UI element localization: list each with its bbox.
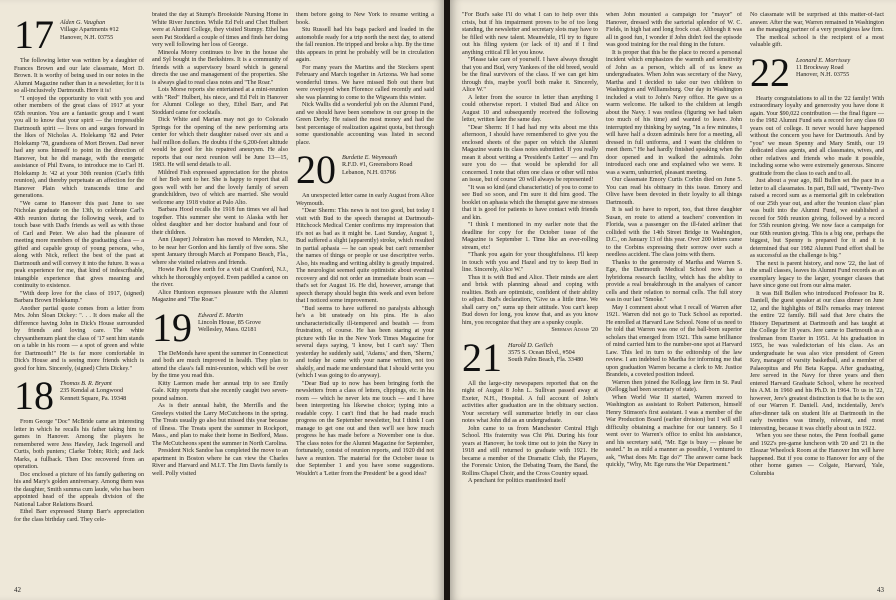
signature: Sherman Adams '20 bbox=[551, 327, 598, 333]
class-secretary-name: Edward E. Martin bbox=[198, 311, 243, 319]
paragraph: When you see these notes, the Penn football game and 1922's pre-game luncheon with '20 and '21 in the Eleazar Wheelock Room at the Hanover Inn will have happened. But if you come to Hanover for any of the other home games — Colgate, Harvard, Yale, Columbia bbox=[750, 433, 884, 477]
paragraph: Doc enclosed a picture of his family gathering on his and Mary's golden anniversary. Among them was the daughter, Smith summa cum laude, who has been appointed head of the appeals division of the National Labor Relations Board. bbox=[14, 471, 144, 508]
paragraph: Dick White and Marian may not go to Colorado Springs for the opening of the new performing arts center for which their daughter raised over six and a half million dollars. He doubts if the 6,200-feet altitude would be good for his repaired aneurysm. He also reports that our next reunion will be June 13—15, 1983. He will send details to all. bbox=[152, 117, 288, 168]
paragraph: "With deep love for the class of 1917, (signed) Barbara Brown Holekamp." bbox=[14, 290, 144, 304]
left-column-2 bbox=[152, 12, 288, 578]
class-year-numeral: 20 bbox=[296, 147, 336, 192]
paragraph: Barbara Hood recalls the 1918 fun times we all had together. This summer she went to Alaska with her oldest daughter and her doctor husband and four of their children. bbox=[152, 207, 288, 236]
address-line: Hanover, N.H. 03755 bbox=[796, 71, 850, 79]
paragraph: A penchant for politics manifested itself bbox=[468, 478, 566, 484]
address-line: Hanover, N.H. 03755 bbox=[60, 33, 114, 41]
address-line: South Palm Beach, Fla. 33480 bbox=[508, 356, 584, 364]
paragraph: "I enjoyed the opportunity to visit with you and other members of the great class of 1917 at your 65th reunion. You are a fantastic group and I want you all to know that your spirit — the irrepressible Dartmouth spirit — lives on and surges forward in the likes of Nicholas A. Holekamp '82 and Peter Holekamp '78, grandsons of Mort Brown. Dad never had any sons himself to point in the direction of Hanover, but he did manage, with the energetic assistance of Phil Evans, to introduce me to Carl H. Holekamp Jr. '42 at your 30th reunion (Carl's fifth reunion), and thereby perpetuate an affection for the Hanover Plain which transcends time and generations. bbox=[14, 95, 144, 199]
class-year-numeral: 22 bbox=[750, 49, 790, 95]
paragraph: when John mounted a campaign for "mayor" of Hanover, dressed with the sartorial splendor of W. C. Fields, in high hat and long frock coat. Although it was all in good fun, I wonder if John didn't feel the episode was good training for the real thing in the future. bbox=[606, 12, 742, 48]
paragraph: "Dear Sherm: This news is not too good, but today I visit with Bud to the speech therapist at Dartmouth-Hitchcock Medical Center confirms my impression that it's not as bad as it might be. Last Sunday, August 1, Bud suffered a slight (apparently) stroke, which resulted in partial aphasia — he can speak but can't remember the names of things or people or use descriptive verbs. Also, his reading and writing ability is greatly impaired. The neurologist seemed quite optimistic about eventual recovery and did not order an immediate brain scan — that's set for August 16. He did, however, arrange that speech therapy should begin this week and even before that I noticed some improvement. bbox=[296, 208, 434, 304]
paragraph: President Nick Sandoe has completed the move to an apartment in Boston where he can view the Charles River and Harvard and M.I.T. The Jim Davis family is well. Polly visited bbox=[152, 448, 288, 477]
paragraph: As is their annual habit, the Merrills and the Greeleys visited the Larry McCutcheons in the spring. The Treats usually go also but missed this year because of illness. The Treats spent the summer in Rockport, Mass., and plan to make their home in Bedford, Mass. The McCutcheons spent the summer in North Carolina. bbox=[152, 403, 288, 447]
paragraph: The DeMonds have spent the summer in Connecticut and both are much improved in health. They plan to attend the class's fall mini-reunion, which will be over by the time you read this. bbox=[152, 350, 288, 379]
class-heading bbox=[14, 373, 144, 418]
class-year-numeral: 19 bbox=[152, 304, 192, 350]
address-line: Wellesley, Mass. 02181 bbox=[198, 326, 257, 334]
paragraph: Thus it is with Bud and Alice. Their minds are alert and brisk with planning ahead and coping with realities. Both are optimistic, confident of their ability to adjust. Bud's declaration, "Give us a little time. We shall carry on," sums up their attitude. You can't keep Bud down for long, you know that, and as you know him, you recognize that they are a spunky couple. bbox=[462, 274, 598, 326]
class-secretary-name: Thomas B. R. Bryant bbox=[60, 380, 112, 387]
class-heading bbox=[462, 334, 598, 380]
left-column-1 bbox=[14, 12, 144, 578]
paragraph: It is sad to have to report, too, that three daughter Susan, en route to attend a teachers' convention in Florida, was a passenger on the ill-fated airliner that collided with the 14th Street Bridge in Washington, D.C., on January 13 of this year. Over 200 letters came to the Corbins expressing their sorrow over such a needless accident. The class joins with them. bbox=[606, 207, 742, 258]
paragraph: "Dear Bud up to now has been bringing forth the newsletters from a class of letters, clippings, etc. in his room — which he never lets me touch — and I have been interpreting his likewise choice; typing into a readable copy. I can't find that he had made much progress on the September newsletter, but I think I can manage to get one out and then we'll see how much progress he has made before a November one is due. The class notes for the Alumni Magazine for September, fortunately, consist of reunion reports, and 1920 did not have a reunion. The material for the October issue is due September 1 and you have some suggestions. Wouldn't a 'Letter from the President' be a good idea? bbox=[296, 380, 434, 477]
page-number-right: 43 bbox=[877, 586, 884, 594]
paragraph: Our classmate Emory Curtis Corbin died on June 5. You can read his obituary in this issue. Emory and Olive have been devoted in their loyalty to all things Dartmouth. bbox=[606, 177, 742, 206]
paragraph: The following letter was written by a daughter of Frances Brown and our late classmate, Mort D. Brown. It is worthy of being used in our notes in the Alumni Magazine rather than in a newsletter, for it is so all-inclusively Dartmouth. Here it is! bbox=[14, 58, 144, 94]
class-secretary-name: Alden G. Vaughan bbox=[60, 19, 106, 26]
right-column-2 bbox=[606, 12, 742, 578]
left-column-3 bbox=[296, 12, 434, 578]
page-number-left: 42 bbox=[14, 586, 21, 594]
paragraph: brated the day at Stump's Brookside Nursing Home in White River Junction. While Ed Felt and Chet Hulbert were at Alumni College, they visited Stumpy. Ethel has seen Pat Stoddard a couple of times and finds her doing very well following her loss of George. bbox=[152, 12, 288, 48]
class-heading bbox=[296, 147, 434, 192]
right-page bbox=[450, 0, 896, 600]
paragraph: A letter from the source in letter than anything I could otherwise report. I visited Bud and Alice on August 10 and subsequently received the following letter, written later the same day. bbox=[462, 94, 598, 123]
paragraph: All the large-city newspapers reported that on the night of August 8 John L. Sullivan passed away at Exeter, N.H., Hospital. A full account of John's activities after graduation are in the obituary section. Your secretary will summarize briefly in our class notes what John did as an undergraduate. bbox=[462, 380, 598, 424]
paragraph: Warren then joined the Kellogg law firm in St. Paul (Kellogg had been secretary of state). bbox=[606, 379, 742, 393]
paragraph: Just about a year ago, Bill Bullen set the pace in a letter to all classmates. In part, Bill said, "Twenty-Two raised a record sum as a memorial gift in celebration of our 25th year out, and after the 'reunion class' plan was built into the Alumni Fund, we established a record for 50th reunion giving, followed by a record for 55th reunion giving. We now face a campaign for our 60th reunion giving. This is a big one, perhaps the biggest, but Spenny is prepared for it and it is determined that our 1982 Alumni Fund effort shall be as successful as the challenge is big." bbox=[750, 178, 884, 259]
right-column-3 bbox=[750, 12, 884, 578]
class-heading bbox=[750, 49, 884, 95]
paragraph: Howie Park flew north for a visit at Cranford, N.J., which he thoroughly enjoyed. Even paddled a canoe on the river. bbox=[152, 267, 288, 288]
paragraph: "Please take care of yourself. I have always thought that you and Bud, very Yankees of the old breed, would be the final survivors of the class. If we can get him through this, maybe you'll both make it. Sincerely, Alice W." bbox=[462, 57, 598, 93]
class-heading bbox=[152, 304, 288, 350]
left-page bbox=[0, 0, 444, 600]
paragraph: Mineola Morey continues to live in the house she and Syl bought in the Berkshires. It is a community of friends with a supervisory board which is general directs the use and management of the properties. She is always glad to read class notes and "The Roar." bbox=[152, 49, 288, 86]
paragraph: From George "Doc" McBride came an interesting letter in which he recalls his father taking him to games in Hanover. Among the players he remembered were Jess Hawley, Jack Ingersoll and Curtis, both punters; Clarke Tobin; Rich; and Jack Marks, a fullback. Then Doc recovered from an operation. bbox=[14, 419, 144, 470]
address-line: 11 Brockway Road bbox=[796, 63, 844, 71]
paragraph: Nick Wallis did a wonderful job on the Alumni Fund, and we should have been somehow in our group in the Green Derby. He raised the most money and had the best percentage of realization against quota, but through some questionable accounting was listed in second place. bbox=[296, 102, 434, 146]
paragraph: "Bud seems to have suffered no paralysis although he's a bit unsteady on his pins. He is also uncharacteristically ill-tempered and beatish — from frustration, of course. He has been staring at your picture with Ike in the New York Times Magazine for several days saying, 'I know, but I can't say.' Then yesterday he suddenly said, 'Adams,' and then, 'Sherm,' and today he came with your name written, not too shakily, and made me understand that I should write you (which I was going to do anyway). bbox=[296, 305, 434, 379]
paragraph: "I think I mentioned in my earlier note that the deadline for copy for the October issue of the Magazine is September 1. Time like an ever-rolling stream, etc! bbox=[462, 222, 598, 251]
paragraph: Another partial quote comes from a letter from Mrs. John Sloan Dickey: ". . . It does make all the difference having John in Dick's House surrounded by friends and loving care. The white chrysanthemum plant the class of '17 sent him stands on a table in his room — a spot of green and white for Dartmouth!" He is far more comfortable in Dick's House and is seeing more friends which is good for him. Sincerely, (signed) Chris Dickey." bbox=[14, 305, 144, 372]
class-year-numeral: 17 bbox=[14, 12, 54, 57]
paragraph: The next is parent history, and now '22, the last of the small classes, leaves its Alumni Fund records as an exemplary legacy to the larger, younger classes that have since gone out from our alma mater. bbox=[750, 260, 884, 289]
paragraph: them before going to New York to resume writing a book. bbox=[296, 12, 434, 26]
address-line: R.F.D. #1, Greensboro Road bbox=[342, 161, 413, 169]
paragraph: It is proper that this be the place to record a personal incident which emphasizes the warmth and sensitivity of John as a person, which all of us knew as undergraduates. When John was secretary of the Navy, Martha and I decided to take our two children to Washington and Williamsburg. Our day in Washington included a visit to John's Navy office. He gave us a warm welcome. He talked to the children at length about the Navy. I was restless (figuring we had taken too much of his time) and wanted to leave. John interrupted my thinking by saying, "In a few minutes, I will have half a dozen admirals here for a meeting, all dressed in full uniforms, and I want the children to meet them." He had hardly finished speaking when the door opened and in walked the admirals. John introduced each one and explained who we were. It was a warm, unhurried, pleasant meeting. bbox=[606, 49, 742, 176]
right-column-1 bbox=[462, 12, 598, 578]
paragraph: It was Bill Bullen who introduced Professor Ira R. Daniell, the guest speaker at our class dinner on June 12, and the highlights of Bill's remarks may interest the entire '22 family. Bill said that Jere chairs the History Department at Dartmouth and has taught at the College for 18 years. Jere came to Dartmouth as a freshman from Exeter in 1951. At his graduation in 1955, he was valedictorian of his class. As an undergraduate he was also vice president of Green Key, manager of varsity basketball, and a member of Palaeopitus and Phi Beta Kappa. After graduating, Jere served in the Navy for three years and then entered Harvard Graduate School, where he received his A.M. in 1960 and his Ph.D. in 1964. To us in '22, however, Jere's greatest distinction is that he is the son of our Warren F. Daniell. And, incidentally, Jere's after-dinner talk on student life at Dartmouth in the early twenties was timely, relevant, and most interesting, because it was chiefly about us in 1922. bbox=[750, 290, 884, 432]
paragraph: Ethel Barr expressed Stump Barr's appreciation for the class birthday card. They cele- bbox=[14, 509, 144, 523]
paragraph: "Thank you again for your thoughtfulness. I'll keep in touch with you and Hazel and try to keep Bud in line. Sincerely, Alice W." bbox=[462, 252, 598, 273]
paragraph: When World War II started, Warren moved to Washington as assistant to Robert Patterson, himself Henry Stimson's first assistant. I was a member of the War Production Board (earlier division) but I will still difficulty obtaining a machine for our tannery. So I went over to Warren's office to enlist his assistance, and his secretary said, "Mr. Ege is busy — please be seated." In as mild a manner as possible, I ventured to ask, "What does Mr. Ege do?" The answer came back quickly, "Why, Mr. Ege runs the War Department." bbox=[606, 394, 742, 468]
paragraph: The medical school is the recipient of a most valuable gift. bbox=[750, 34, 884, 48]
paragraph: No classmate will be surprised at this matter-of-fact answer. After the war, Warren remained in Washington as the managing partner of a very prestigious law firm. bbox=[750, 12, 884, 33]
paragraph: Mildred Fish expressed appreciation for the photos of her Bob sent to her. She is happy to report that all goes well with her and the lovely family of seven grandchildren, two of which are married. She would welcome any 1918 visitor at Palo Alto. bbox=[152, 169, 288, 206]
paragraph: An unexpected letter came in early August from Alice Weymouth. bbox=[296, 193, 434, 207]
paragraph: "Dear Sherm: If I had had my wits about me this afternoon, I should have remembered to give you the enclosed sheets of the paper on which the Alumni Magazine wants its class notes submitted. If you really mean it about writing a 'President's Letter' — and I'm sure you do — that would be splendid for all concerned. I note that often one class or other will miss an issue, but of course '20 will always be represented! bbox=[462, 124, 598, 183]
paragraph: Stu Russell had his bags packed and loaded in the automobile ready for a trip north the next day, to attend the fall reunion. He tripped and broke a hip. By the time this appears in print he probably will be in circulation again. bbox=[296, 27, 434, 63]
address-line: 3575 S. Ocean Blvd., #504 bbox=[508, 348, 575, 356]
address-line: 235 Kendal at Longwood bbox=[60, 387, 124, 395]
paragraph: Ann (Jasper) Johnston has moved to Menden, N.J., to be near her Gordon and his family of five sons. She spent January through March at Pompano Beach, Fla., where she visited relatives and friends. bbox=[152, 237, 288, 266]
class-secretary-name: Harold D. Geilich bbox=[508, 341, 553, 349]
address-line: Lincoln House, 85 Grove bbox=[198, 318, 261, 326]
class-year-numeral: 18 bbox=[14, 373, 54, 418]
address-line: Kennett Square, Pa. 19348 bbox=[60, 394, 127, 402]
class-year-numeral: 21 bbox=[462, 334, 502, 380]
class-heading bbox=[14, 12, 144, 57]
paragraph: Hearty congratulations to all in the '22 family! With extraordinary loyalty and generosity you have done it again. Your $90,022 contribution — the final figure — to the 1982 Alumni Fund sets a record for any class 60 years out of college. It never would have happened without the concern you have for Dartmouth. And by "you" we mean Spenny and Mary Smith, our 19 dedicated class agents, and all classmates, wives, and other relatives and friends who made it possible, including some who were extremely generous. Sincere gratitude from the class to each and to all. bbox=[750, 95, 884, 177]
paragraph: "We came to Hanover this past June to see Nicholas graduate on the 13th, to celebrate Carl's 40th reunion during the following week, and to touch base with Dad's friends as well as with those of Carl and Peter. We also had the pleasure of meeting more members of the graduating class — a gifted and capable group of young persons, who, along with Nick, reflect the best of the past at Dartmouth and will convey it into the future. It was a peak experience for me, that kind of indescribable, intangible experience that gives meaning and continuity to existence. bbox=[14, 200, 144, 289]
class-secretary-name: Leonard E. Morrissey bbox=[796, 56, 851, 64]
class-secretary-name: Burdette E. Weymouth bbox=[342, 154, 398, 161]
address-line: Lebanon, N.H. 03766 bbox=[342, 168, 396, 176]
paragraph: Kitty Larmon made her annual trip to see Emily Gale. Kitty reports that she recently caught two seven-pound salmon. bbox=[152, 380, 288, 402]
paragraph: "For Bud's sake I'll do what I can to help over this crisis, but if his impairment proves to be of too long standing, the newsletter and secretary slots may have to be filled with new talent. Meanwhile, I'll try to figure out his filing system (or lack of it) and if I find anything critical I'll let you know. bbox=[462, 12, 598, 56]
paragraph: Thanks to the generosity of Martha and Warren S. Ege, the Dartmouth Medical School now has a hybridoma research facility, which has the ability to provide a real breakthrough in the analyses of cancer cells and their relation to normal cells. The full story was in our last "Smoke." bbox=[606, 259, 742, 303]
address-line: Village Apartments #12 bbox=[60, 26, 119, 34]
paragraph: For many years the Martins and the Steckers spent February and March together in Arizona. We had some wonderful times. We have missed Bob out there but were overjoyed when Florence called recently and said she was planning to come to the Wigwam this winter. bbox=[296, 64, 434, 101]
paragraph: John came to us from Manchester Central High School. His fraternity was Chi Phi. During his four years at Hanover, he took time out to join the Navy in 1918 and still returned to graduate with 1921. He became a member of the Dramatic Club, the Players, the Forensic Union, the Debating Team, the Band, the Rollins Chapel Choir, and the Cross Country squad. bbox=[462, 425, 598, 477]
paragraph: Alice Huntoon expresses pleasure with the Alumni Magazine and "The Roar." bbox=[152, 289, 288, 303]
paragraph: "It was so kind (and characteristic) of you to come to see Bud so soon, and I'm sure it did him good. The booklet on aphasia which the therapist gave me stresses that it is good for patients to have contact with friends and kin. bbox=[462, 184, 598, 221]
paragraph: Lois Morse reports she entertained at a mini-reunion with "Red" Hulbert, his niece, and Ed Felt in Hanover for Alumni College so they, Ethel Barr, and Pat Stoddard came for cocktails. bbox=[152, 87, 288, 116]
paragraph: May I comment about what I recall of Warren after 1921. Warren did not go to Tuck School as reported. He enrolled at Harvard Law School. None of us need to be told that Warren was one of the ball-born superior scholars that emerged from 1921. This same brilliance of mind carried him to the number-one spot at Harvard Law. This led in turn to the editorship of the law review. I am indebted to Martha for informing me that upon graduation Warren became a clerk to Mr. Justice Brandeis, a coveted position indeed. bbox=[606, 304, 742, 378]
